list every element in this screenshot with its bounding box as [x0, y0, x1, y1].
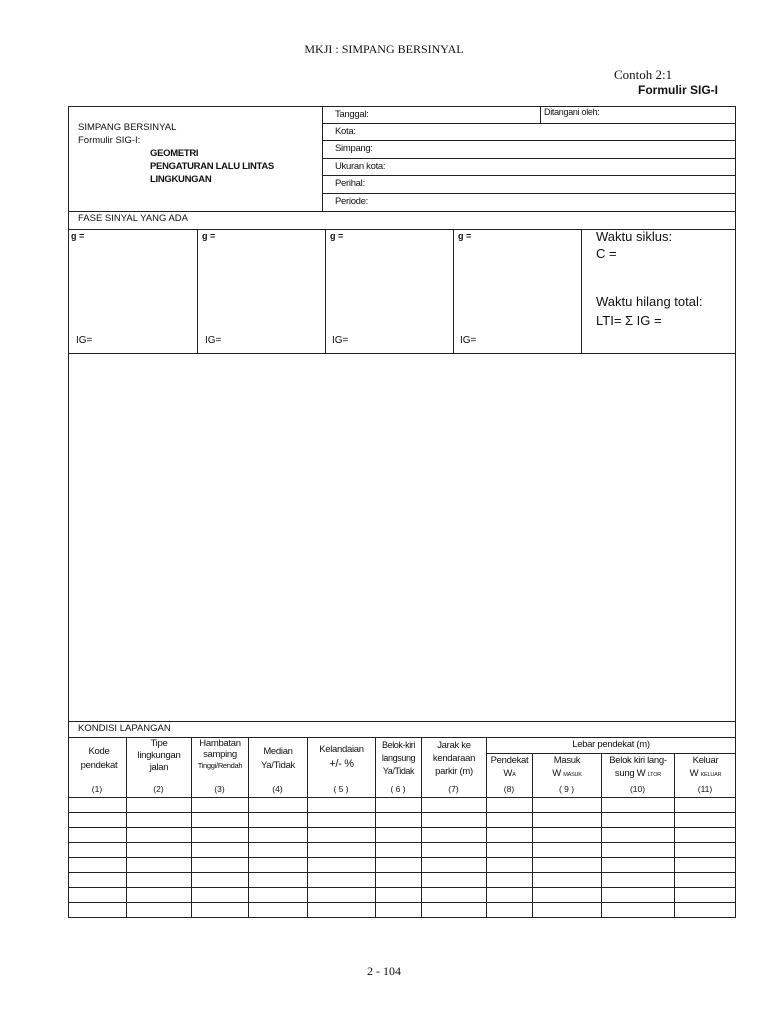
col-pendekat-wa: Pendekat WA — [490, 755, 529, 779]
phase-2-ig[interactable]: IG= — [205, 335, 222, 346]
document-title: MKJI : SIMPANG BERSINYAL — [304, 42, 464, 56]
form-id-subtitle: Formulir SIG-I: — [78, 135, 141, 146]
col-number-7: (7) — [448, 784, 459, 794]
cycle-time-label: Waktu siklus: — [596, 229, 673, 244]
field-simpang[interactable]: Simpang: — [335, 143, 373, 154]
subject-lingkungan: LINGKUNGAN — [150, 174, 212, 185]
col-hambatan-samping: Hambatan samping Tinggi/Rendah — [197, 738, 243, 770]
col-kelandaian: Kelandaian +/- % — [319, 744, 364, 770]
col-number-5: ( 5 ) — [333, 784, 349, 794]
field-ukuran-kota[interactable]: Ukuran kota: — [335, 161, 386, 172]
col-number-6: ( 6 ) — [390, 784, 406, 794]
col-number-2: (2) — [153, 784, 164, 794]
col-belok-kiri-langsung: Belok kiri lang- sung W LTOR — [609, 755, 667, 779]
col-masuk: Masuk W MASUK — [552, 755, 582, 779]
field-ditangani[interactable]: Ditangani oleh: — [544, 107, 600, 117]
col-number-9: ( 9 ) — [558, 784, 575, 794]
phase-section-title: FASE SINYAL YANG ADA — [78, 213, 188, 224]
sketch-area[interactable] — [69, 354, 735, 721]
field-perihal[interactable]: Perihal: — [335, 178, 365, 189]
col-number-8: (8) — [503, 784, 515, 794]
page-number: 2 - 104 — [367, 964, 401, 978]
col-tipe-lingkungan: Tipe lingkungan jalan — [137, 738, 181, 773]
col-keluar: Keluar W KELUAR — [689, 755, 722, 779]
example-label: Contoh 2:1 — [614, 67, 673, 82]
phase-1-g[interactable]: g = — [71, 231, 85, 241]
phase-4-g[interactable]: g = — [458, 231, 472, 241]
col-number-11: (11) — [697, 784, 713, 794]
lost-time-value[interactable]: LTI= Σ IG = — [596, 313, 662, 328]
phase-2-g[interactable]: g = — [202, 231, 216, 241]
col-number-3: (3) — [214, 784, 225, 794]
subject-pengaturan: PENGATURAN LALU LINTAS — [150, 161, 274, 172]
form-name: Formulir SIG-I — [638, 83, 719, 97]
phase-4-ig[interactable]: IG= — [460, 335, 477, 346]
col-number-1: (1) — [91, 784, 103, 794]
conditions-section-title: KONDISI LAPANGAN — [78, 723, 171, 734]
field-periode[interactable]: Periode: — [335, 196, 368, 207]
cycle-time-value[interactable]: C = — [596, 246, 617, 261]
subject-geometri: GEOMETRI — [150, 148, 199, 159]
col-median: Median Ya/Tidak — [260, 746, 296, 771]
field-kota[interactable]: Kota: — [335, 126, 356, 137]
col-belok-kiri: Belok-kiri langsung Ya/Tidak — [381, 740, 416, 776]
lost-time-label: Waktu hilang total: — [596, 294, 703, 309]
phase-3-ig[interactable]: IG= — [332, 335, 349, 346]
col-jarak-parkir: Jarak ke kendaraan parkir (m) — [432, 740, 476, 777]
field-tanggal[interactable]: Tanggal: — [335, 109, 369, 120]
col-number-10: (10) — [629, 784, 646, 794]
form-id-title: SIMPANG BERSINYAL — [78, 122, 177, 133]
col-number-4: (4) — [272, 784, 283, 794]
col-kode-pendekat: Kode pendekat — [80, 746, 118, 771]
phase-1-ig[interactable]: IG= — [76, 335, 93, 346]
lebar-pendekat-header: Lebar pendekat (m) — [572, 739, 650, 750]
phase-3-g[interactable]: g = — [330, 231, 344, 241]
